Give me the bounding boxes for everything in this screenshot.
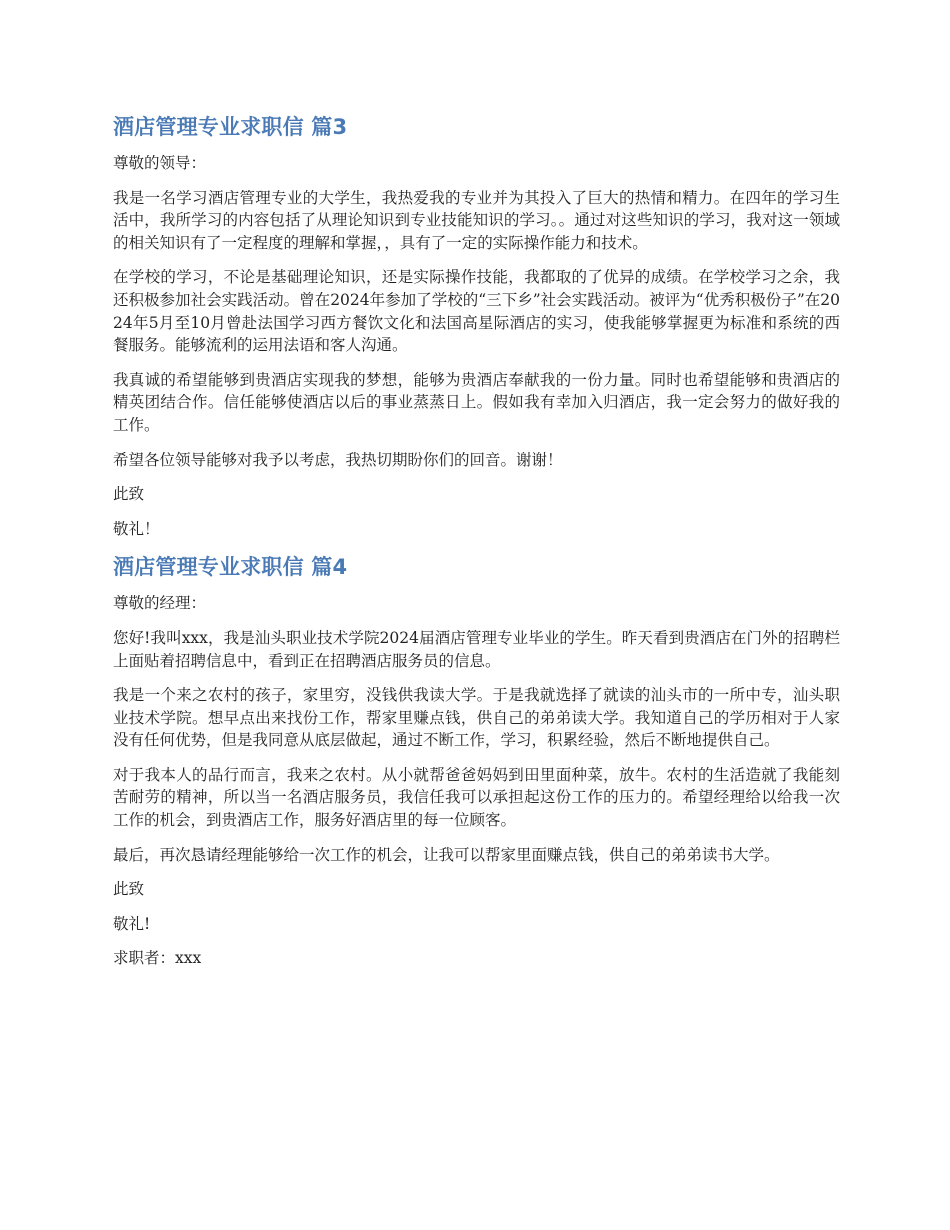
body-paragraph: 您好!我叫xxx，我是汕头职业技术学院2024届酒店管理专业毕业的学生。昨天看到贵酒店在门外的招聘栏上面贴着招聘信息中，看到正在招聘酒店服务员的信息。 xyxy=(113,628,840,670)
body-paragraph: 我真诚的希望能够到贵酒店实现我的梦想，能够为贵酒店奉献我的一份力量。同时也希望能够和贵酒店的精英团结合作。信任能够使酒店以后的事业蒸蒸日上。假如我有幸加入归酒店，我一定会努力的做好我的工作。 xyxy=(113,370,840,434)
body-paragraph: 我是一个来之农村的孩子，家里穷，没钱供我读大学。于是我就选择了就读的汕头市的一所中专，汕头职业技术学院。想早点出来找份工作，帮家里赚点钱，供自己的弟弟读大学。我知道自己的学历相对于人家没有任何优势，但是我同意从底层做起，通过不断工作，学习，积累经验，然后不断地提供自己。 xyxy=(113,686,840,750)
body-paragraph: 希望各位领导能够对我予以考虑，我热切期盼你们的回音。谢谢！ xyxy=(113,450,563,469)
salutation: 尊敬的经理： xyxy=(113,594,207,613)
closing-line: 此致 xyxy=(113,485,145,504)
section-title: 酒店管理专业求职信 篇3 xyxy=(113,115,348,139)
body-paragraph: 对于我本人的品行而言，我来之农村。从小就帮爸爸妈妈到田里面种菜，放牛。农村的生活造就了我能刻苦耐劳的精神，所以当一名酒店服务员，我信任我可以承担起这份工作的压力的。希望经理给以给我一次工作的机会，到贵酒店工作，服务好酒店里的每一位顾客。 xyxy=(113,765,840,830)
section-title: 酒店管理专业求职信 篇4 xyxy=(113,555,348,580)
closing-line: 此致 xyxy=(113,880,145,899)
closing-regards: 敬礼! xyxy=(113,914,151,933)
signature: 求职者：xxx xyxy=(113,949,202,968)
closing-regards: 敬礼！ xyxy=(113,519,160,538)
body-paragraph: 在学校的学习，不论是基础理论知识，还是实际操作技能，我都取的了优异的成绩。在学校学习之余，我还积极参加社会实践活动。曾在2024年参加了学校的“三下乡”社会实践活动。被评为“优秀积极份子”在2024年5月至10月曾赴法国学习西方餐饮文化和法国高星际酒店的实习，使我能够掌握更为标准和系统的西餐服务。能够流利的运用法语和客人沟通。 xyxy=(113,268,840,355)
document-page xyxy=(113,112,840,982)
letter-section-3 xyxy=(113,112,840,540)
salutation: 尊敬的领导： xyxy=(113,154,207,172)
body-paragraph: 我是一名学习酒店管理专业的大学生，我热爱我的专业并为其投入了巨大的热情和精力。在四年的学习生活中，我所学习的内容包括了从理论知识到专业技能知识的学习。。通过对这些知识的学习，我对这一领域的相关知识有了一定程度的理解和掌握，，具有了一定的实际操作能力和技术。 xyxy=(113,188,840,252)
body-paragraph: 最后，再次恳请经理能够给一次工作的机会，让我可以帮家里面赚点钱，供自己的弟弟读书大学。 xyxy=(113,845,780,864)
letter-section-4 xyxy=(113,552,840,970)
